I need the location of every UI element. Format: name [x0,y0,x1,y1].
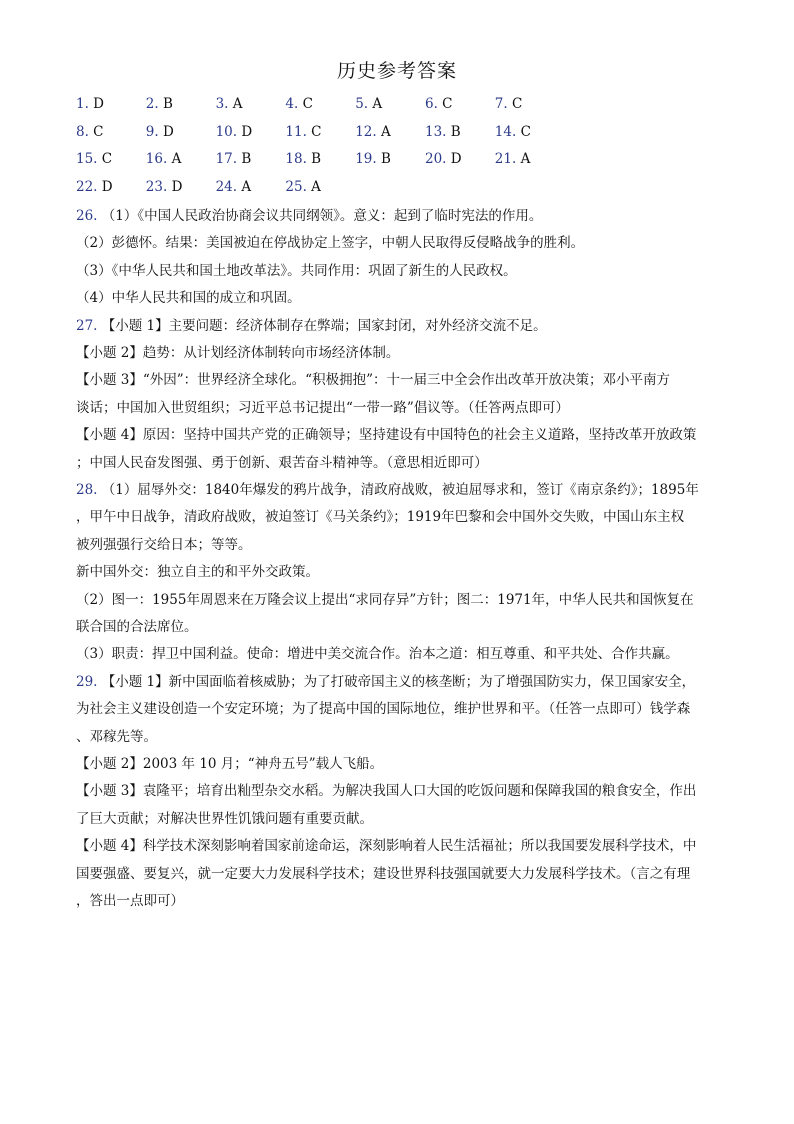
answer-text: 【小题 3】“外因”：世界经济全球化。“积极拥抱”：十一届三中全会作出改革开放决策；邓小平南方 [76,372,670,389]
answer-line [76,453,726,473]
mc-answer [216,96,243,112]
mc-answer [76,96,104,112]
answer-text: （2）图一：1955年周恩来在万隆会议上提出“求同存异”方针；图二：1971年，中华人民共和国恢复在 [76,591,694,608]
answer-line [76,370,726,390]
question-number: 23. [145,178,168,195]
answer-letter: B [376,151,391,167]
answer-line [76,699,726,719]
answer-text: 【小题 1】新中国面临着核威胁；为了打破帝国主义的核垄断；为了增强国防实力，保卫国家安全， [101,673,696,690]
question-number: 5. [355,96,369,112]
question-number: 21. [494,151,517,167]
answer-text: 了巨大贡献；对解决世界性饥饿问题有重要贡献。 [76,810,373,827]
answer-letter: C [516,123,531,140]
answer-letter: C [298,96,313,112]
question-number: 29. [76,673,102,690]
question-number: 2. [145,96,159,112]
answer-letter: B [306,151,322,167]
answer-text: （4）中华人民共和国的成立和巩固。 [76,290,301,307]
answer-text: 国要强盛、要复兴，就一定要大力发展科学技术；建设世界科技强国就要大力发展科学技术。（言之有理 [76,865,691,882]
answer-text: 新中国外交：独立自主的和平外交政策。 [76,564,319,581]
answer-line [76,398,726,418]
answer-letter: D [97,178,113,195]
question-number: 24. [215,178,238,195]
answer-text: 联合国的合法席位。 [76,619,198,635]
answer-text: ，答出一点即可） [76,893,184,909]
mc-answer [285,124,321,140]
question-number: 7. [494,96,508,112]
mc-answer [146,179,183,195]
answer-line [76,480,726,500]
answer-text: （3）《中华人民共和国土地改革法》。共同作用：巩固了新生的人民政权。 [76,262,517,279]
mc-answer [495,151,531,167]
question-number: 9. [145,123,159,140]
question-number: 11. [285,123,307,140]
answer-line [76,562,726,582]
answer-text: 被列强强行交给日本；等等。 [76,536,252,553]
answer-line [76,343,726,363]
answer-text: 为社会主义建设创造一个安定环境；为了提高中国的国际地位，维护世界和平。（任答一点即可）钱学森 [76,701,691,718]
mc-answer [76,151,112,167]
question-number: 1. [76,96,89,112]
mc-answer [76,179,113,195]
mc-answer [425,96,453,112]
answer-letter: B [446,123,461,140]
question-number: 19. [355,151,377,167]
answer-letter: A [228,96,243,112]
answer-line [76,864,726,884]
question-number: 20. [425,151,447,167]
answer-text: 谈话；中国加入世贸组织；习近平总书记提出“一带一路”倡议等。（任答两点即可） [76,399,570,416]
question-number: 12. [355,123,377,140]
answer-letter: C [507,96,523,112]
answer-line [76,206,726,226]
mc-answer [146,124,174,140]
answer-line [76,644,726,664]
answer-line [76,288,726,308]
mc-answer [285,96,313,112]
question-number: 25. [285,178,307,195]
answer-letter: C [97,151,113,167]
answer-line [76,507,726,527]
answer-text: （3）职责：捍卫中国利益。使命：增进中美交流合作。治本之道：相互尊重、和平共处、合作共赢。 [76,646,679,663]
mc-answer [425,124,461,140]
mc-answer [216,124,253,140]
question-number: 17. [215,151,238,167]
answer-line [76,590,726,610]
answer-letter: D [446,151,462,167]
mc-answer [495,124,531,140]
answer-letter: C [88,123,104,140]
answer-text: （1）《中国人民政治协商会议共同纲领》。意义：起到了临时宪法的作用。 [101,208,543,224]
answer-line [76,425,726,445]
question-number: 16. [145,151,168,167]
answer-letter: A [376,123,391,140]
answer-line [76,809,726,829]
question-number: 27. [76,317,102,334]
mc-answer [146,96,173,112]
question-number: 13. [425,123,447,140]
answer-letter: A [516,151,531,167]
question-number: 14. [494,123,517,140]
mc-answer [355,151,391,167]
answer-letter: A [167,151,182,167]
answer-text: 【小题 3】袁隆平；培育出籼型杂交水稻。为解决我国人口大国的吃饭问题和保障我国的粮食安全，作出 [76,783,697,800]
answer-letter: C [306,123,322,140]
answer-line [76,535,726,555]
question-number: 22. [76,178,98,195]
answer-text: 【小题 1】主要问题：经济体制存在弊端；国家封闭，对外经济交流不足。 [101,317,547,334]
answer-text: ；中国人民奋发图强、勇于创新、艰苦奋斗精神等。（意思相近即可） [76,454,488,471]
answer-letter: A [368,96,383,112]
answer-letter: B [237,151,252,167]
question-number: 10. [215,123,238,140]
answer-line [76,754,726,774]
question-number: 18. [285,151,307,167]
mc-answer [216,151,252,167]
mc-answer [76,124,104,140]
answer-text: （1）屈辱外交：1840年爆发的鸦片战争，清政府战败，被迫屈辱求和，签订《南京条约》；1895年 [101,482,699,498]
question-number: 6. [425,96,438,112]
answer-letter: D [158,123,174,140]
answer-letter: D [167,178,183,195]
answer-line [76,781,726,801]
answer-letter: D [88,96,105,112]
answer-letter: A [306,178,321,195]
answer-text: （2）彭德怀。结果：美国被迫在停战协定上签字，中朝人民取得反侵略战争的胜利。 [76,235,585,252]
answer-line [76,617,726,637]
mc-answer [425,151,462,167]
answer-letter: B [158,96,173,112]
answer-line [76,233,726,253]
page-title: 历史参考答案 [336,60,457,82]
answer-text: ，甲午中日战争，清政府战败，被迫签订《马关条约》；1919年巴黎和会中国外交失败，中国山东主权 [76,509,685,526]
mc-answer [355,124,391,140]
answer-letter: A [237,178,252,195]
answer-text: 、邓稼先等。 [76,728,157,745]
answer-line [76,316,726,336]
answer-letter: C [437,96,453,112]
answer-text: 【小题 2】趋势：从计划经济体制转向市场经济体制。 [76,345,400,361]
answer-line [76,727,726,747]
answer-text: 【小题 4】科学技术深刻影响着国家前途命运，深刻影响着人民生活福祉；所以我国要发展科学技术，中 [76,838,697,855]
answer-text: 【小题 4】原因：坚持中国共产党的正确领导；坚持建设有中国特色的社会主义道路，坚持改革开放政策 [76,427,697,444]
answer-line [76,891,726,911]
mc-answer [355,96,382,112]
question-number: 26. [76,208,102,224]
question-number: 15. [76,151,98,167]
mc-answer [146,151,182,167]
mc-answer [216,179,252,195]
question-number: 8. [76,123,89,140]
question-number: 28. [76,482,102,498]
mc-answer [495,96,523,112]
answer-line [76,836,726,856]
question-number: 3. [215,96,229,112]
question-number: 4. [285,96,299,112]
answer-letter: D [237,123,253,140]
mc-answer [285,151,321,167]
answer-line [76,672,726,692]
mc-answer [285,179,321,195]
answer-line [76,261,726,281]
answer-text: 【小题 2】2003 年 10 月；“神舟五号”载人飞船。 [76,756,384,772]
